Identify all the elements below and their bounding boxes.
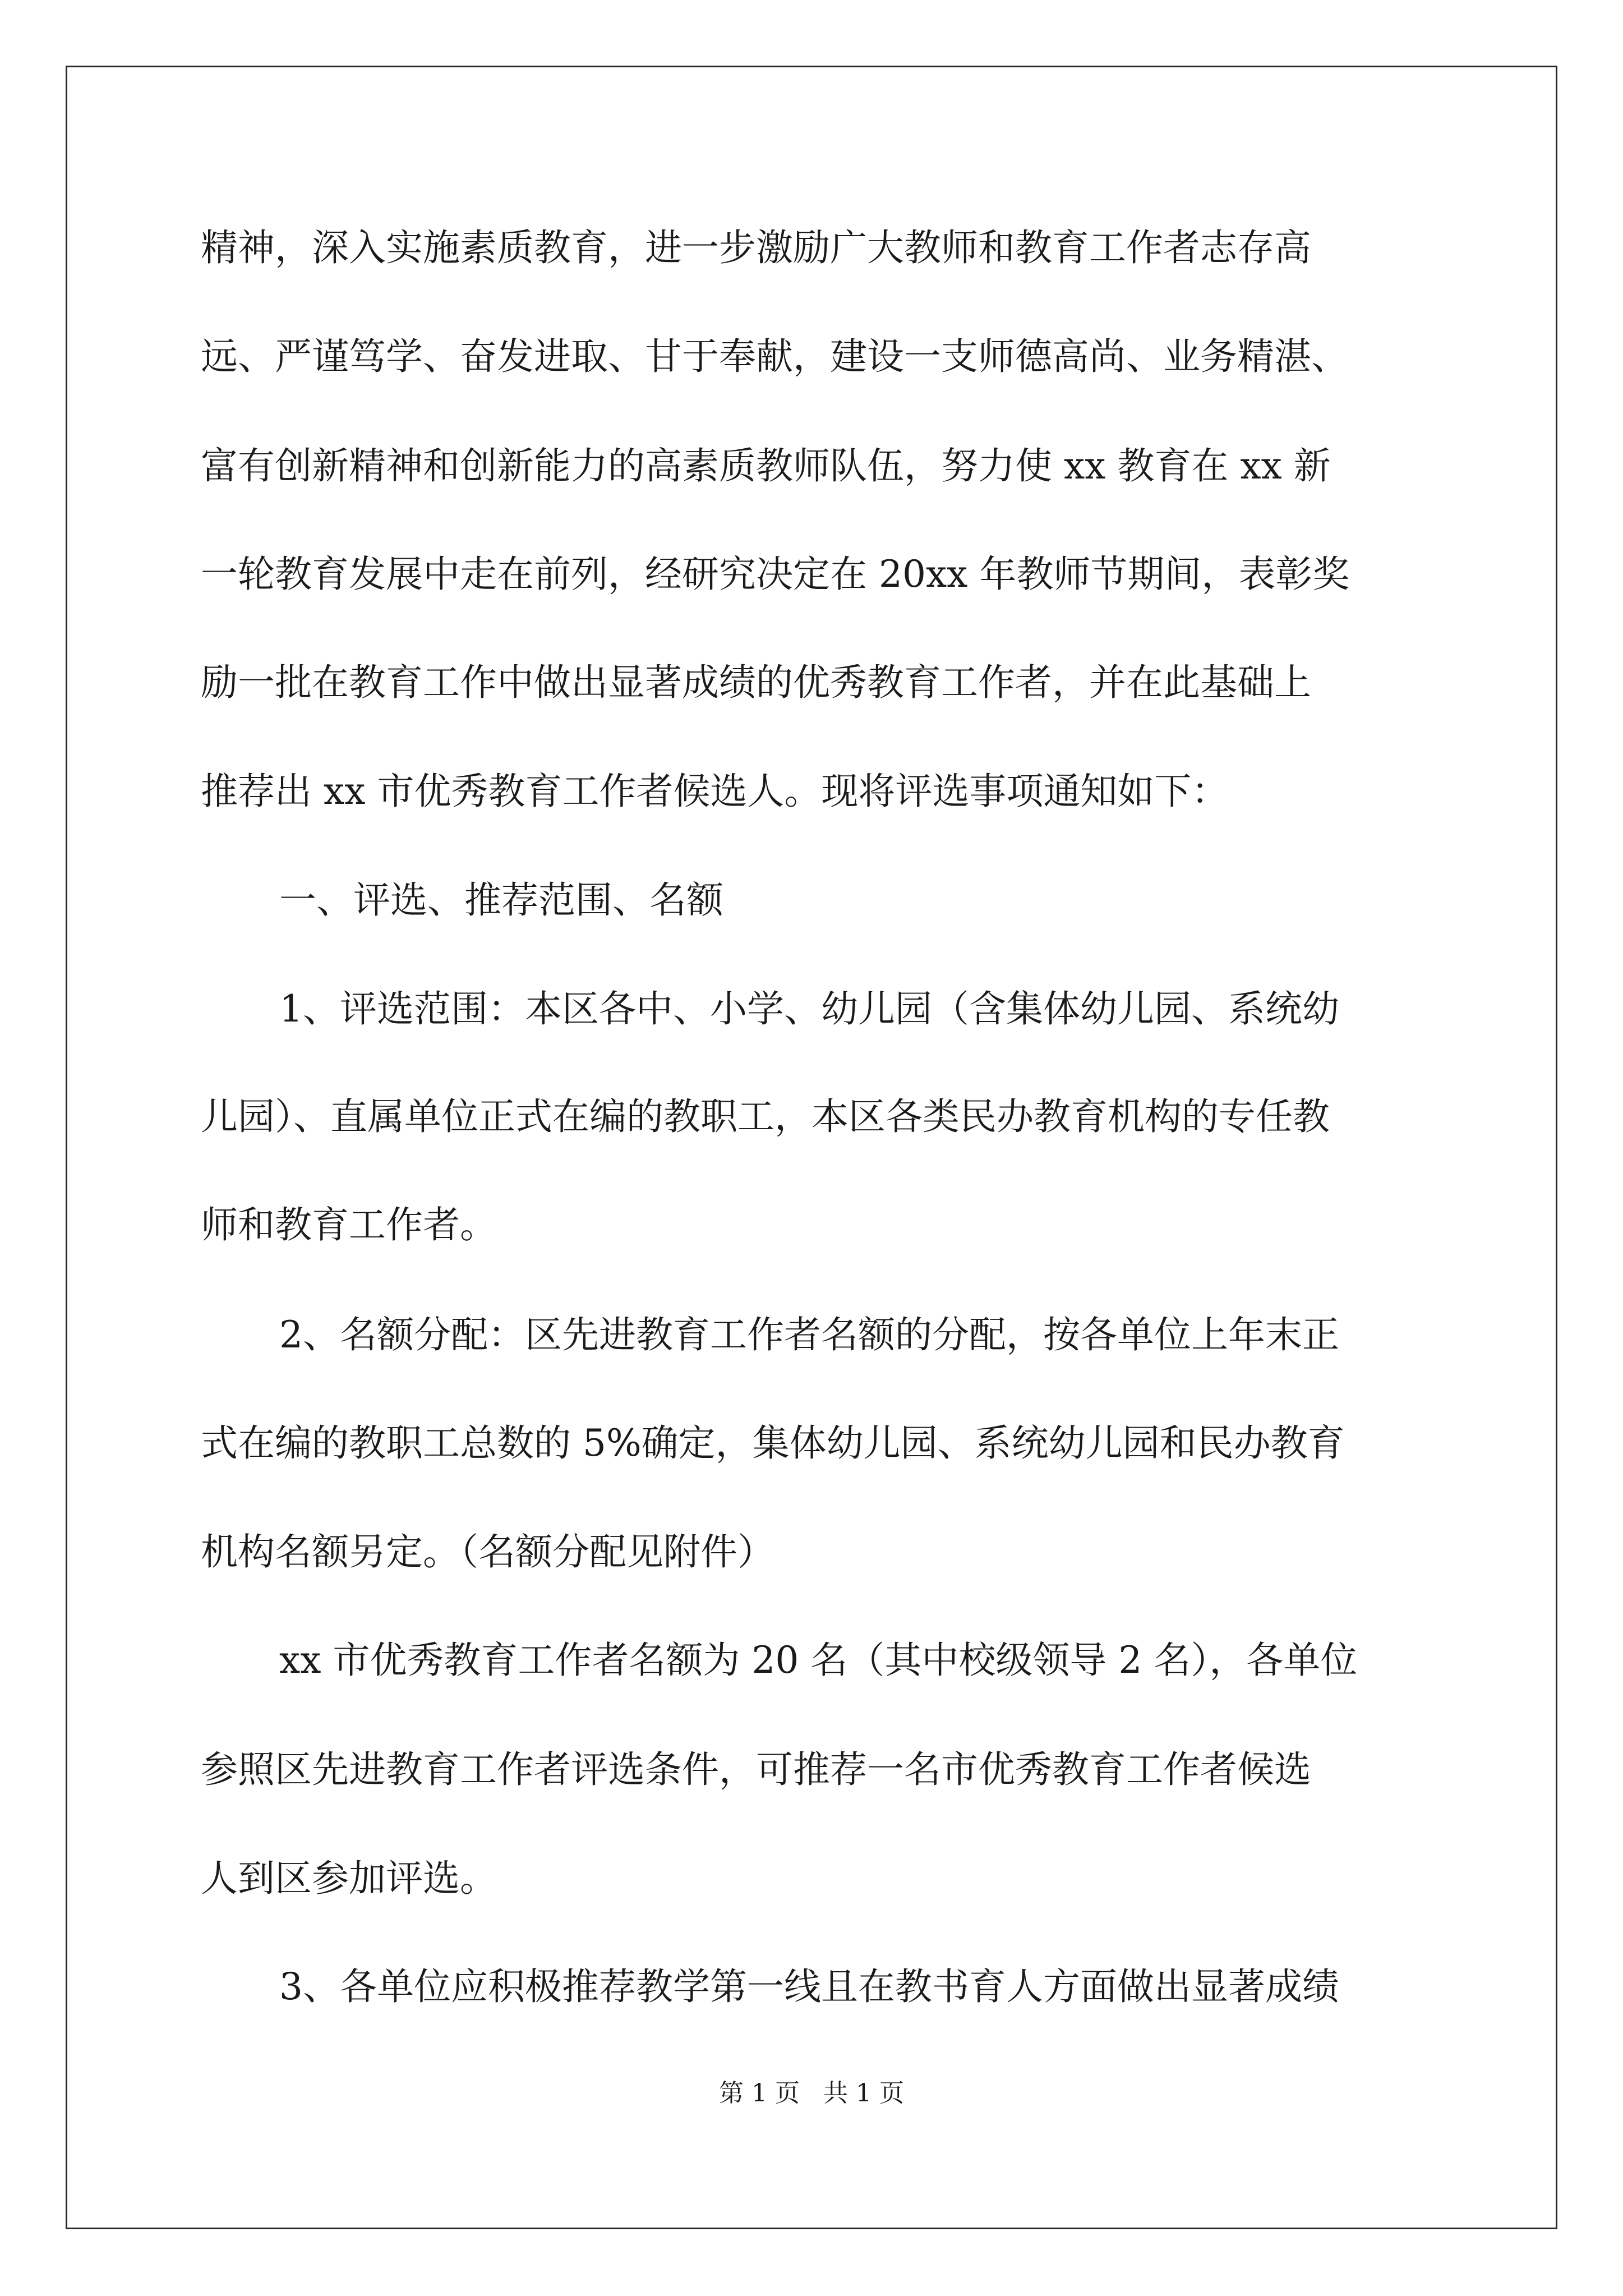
body-line-15: 参照区先进教育工作者评选条件，可推荐一名市优秀教育工作者候选: [201, 1748, 1311, 1791]
body-line-9: 儿园）、直属单位正式在编的教职工，本区各类民办教育机构的专任教: [201, 1095, 1330, 1138]
page-footer: 第 1 页 共 1 页: [719, 2079, 904, 2108]
body-line-13: 机构名额另定。（名额分配见附件）: [201, 1530, 774, 1573]
body-line-3: 富有创新精神和创新能力的高素质教师队伍，努力使 xx 教育在 xx 新: [201, 444, 1331, 487]
body-line-8: 1、评选范围：本区各中、小学、幼儿园（含集体幼儿园、系统幼: [279, 987, 1339, 1030]
body-line-4: 一轮教育发展中走在前列，经研究决定在 20xx 年教师节期间，表彰奖: [201, 553, 1350, 596]
body-line-17: 3、各单位应积极推荐教学第一线且在教书育人方面做出显著成绩: [279, 1965, 1339, 2008]
body-line-16: 人到区参加评选。: [201, 1857, 497, 1900]
body-line-1: 精神，深入实施素质教育，进一步激励广大教师和教育工作者志存高: [201, 226, 1311, 269]
body-line-10: 师和教育工作者。: [201, 1203, 497, 1246]
body-line-12: 式在编的教职工总数的 5%确定，集体幼儿园、系统幼儿园和民办教育: [201, 1421, 1345, 1465]
body-line-5: 励一批在教育工作中做出显著成绩的优秀教育工作者，并在此基础上: [201, 661, 1311, 704]
body-line-11: 2、名额分配：区先进教育工作者名额的分配，按各单位上年末正: [279, 1313, 1339, 1356]
page-border: [66, 66, 1557, 2229]
body-line-2: 远、严谨笃学、奋发进取、甘于奉献，建设一支师德高尚、业务精湛、: [201, 335, 1348, 378]
section-heading: 一、评选、推荐范围、名额: [279, 878, 723, 922]
body-line-6: 推荐出 xx 市优秀教育工作者候选人。现将评选事项通知如下：: [201, 770, 1229, 813]
body-line-14: xx 市优秀教育工作者名额为 20 名（其中校级领导 2 名），各单位: [279, 1639, 1358, 1682]
